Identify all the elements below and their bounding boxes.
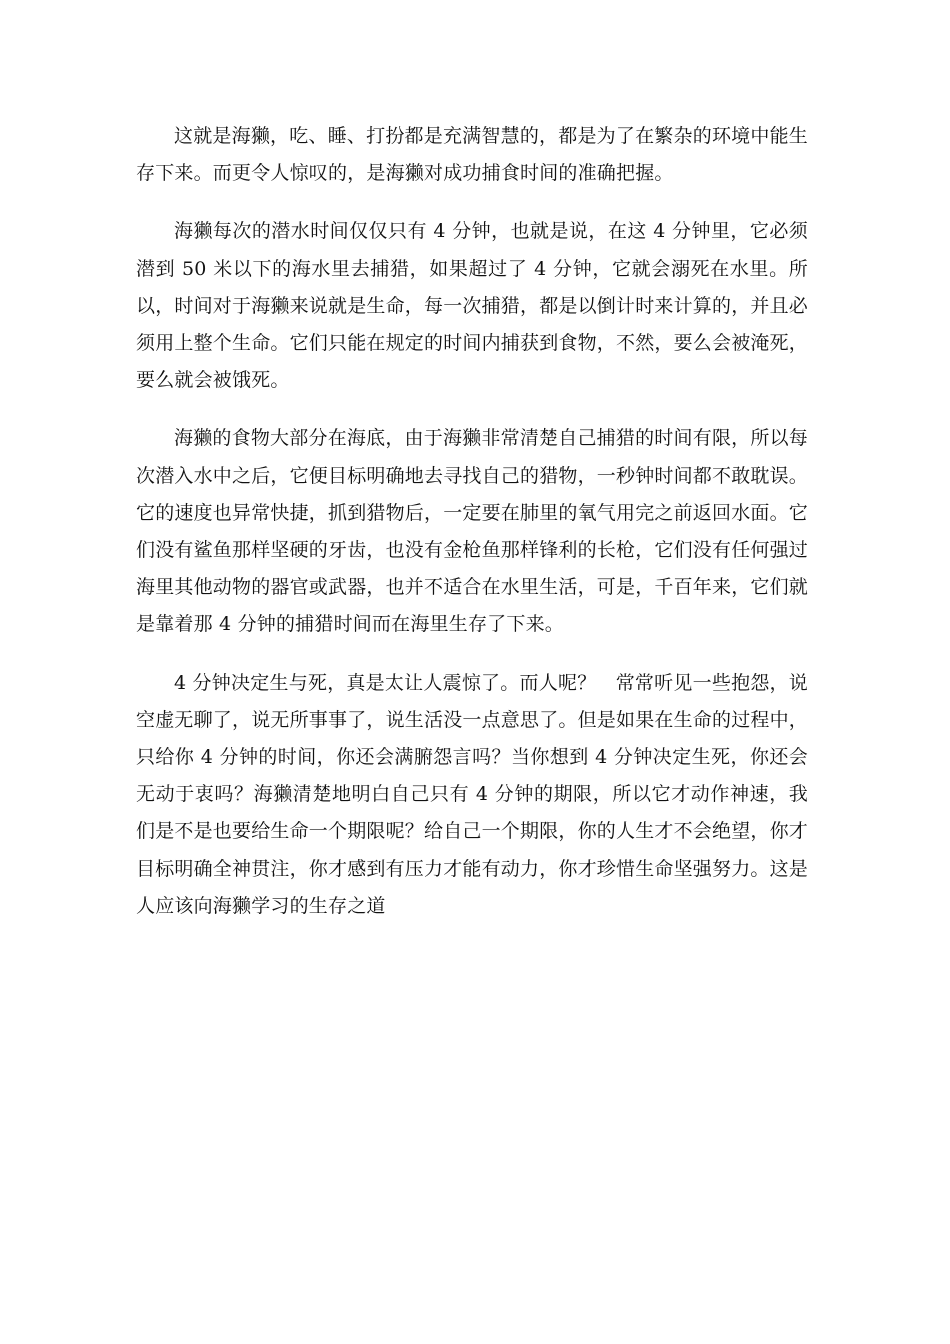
paragraph-2: 海獭每次的潜水时间仅仅只有 4 分钟，也就是说，在这 4 分钟里，它必须潜到 50 米以下的海水里去捕猎，如果超过了 4 分钟，它就会溺死在水里。所以，时间对于海獭来说就是生命，每一次捕猎，都是以倒计时来计算的，并且必须用上整个生命。它们只能在规定的时间内捕获到食物，不然，要么会被淹死，要么就会被饿死。: [136, 220, 809, 392]
document-body: [136, 118, 808, 946]
paragraph-3: 海獭的食物大部分在海底，由于海獭非常清楚自己捕猎的时间有限，所以每次潜入水中之后，它便目标明确地去寻找自己的猎物，一秒钟时间都不敢耽误。它的速度也异常快捷，抓到猎物后，一定要在肺里的氧气用完之前返回水面。它们没有鲨鱼那样坚硬的牙齿，也没有金枪鱼那样锋利的长枪，它们没有任何强过海里其他动物的器官或武器，也并不适合在水里生活，可是，千百年来，它们就是靠着那 4 分钟的捕猎时间而在海里生存了下来。: [136, 427, 809, 636]
paragraph-1: 这就是海獭，吃、睡、打扮都是充满智慧的，都是为了在繁杂的环境中能生存下来。而更令人惊叹的，是海獭对成功捕食时间的准确把握。: [136, 125, 808, 185]
paragraph-4: 4 分钟决定生与死，真是太让人震惊了。而人呢？ 常常听见一些抱怨，说空虚无聊了，说无所事事了，说生活没一点意思了。但是如果在生命的过程中，只给你 4 分钟的时间，你还会满腑怨言吗？当你想到 4 分钟决定生死，你还会无动于衷吗？海獭清楚地明白自己只有 4 分钟的期限，所以它才动作神速，我们是不是也要给生命一个期限呢？给自己一个期限，你的人生才不会绝望，你才目标明确全神贯注，你才感到有压力才能有动力，你才珍惜生命坚强努力。这是人应该向海獭学习的生存之道: [136, 671, 809, 917]
